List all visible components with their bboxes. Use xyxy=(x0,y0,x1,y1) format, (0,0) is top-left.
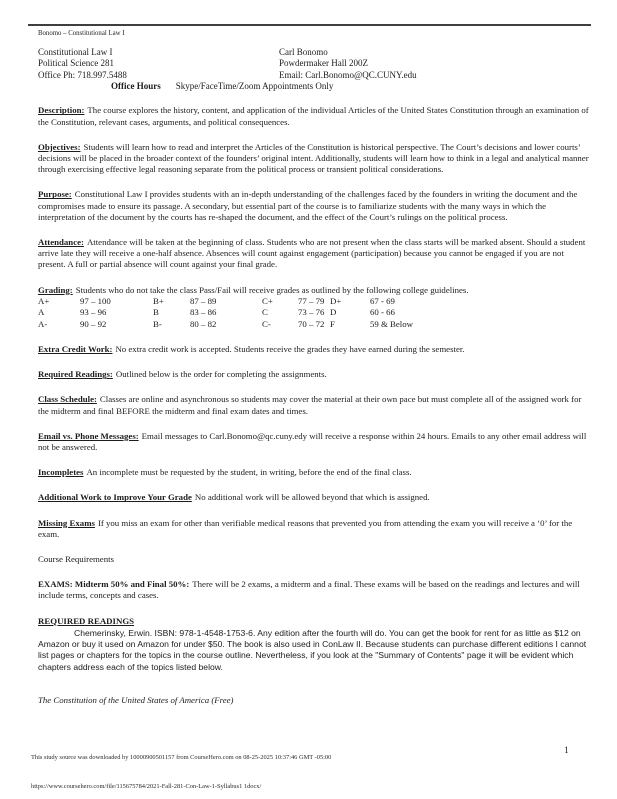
grading-row xyxy=(38,296,591,307)
section-text: No extra credit work is accepted. Students receive the grades they have earned during the semester. xyxy=(115,344,465,355)
section-text: An incomplete must be requested by the student, in writing, before the end of the final class. xyxy=(86,467,412,478)
coursehero-url: https://www.coursehero.com/file/115675784/2021-Fall-281-Con-Law-1-Syllabus1 1docx/ xyxy=(31,783,262,790)
header-row xyxy=(38,70,591,81)
section-email-vs-phone xyxy=(38,431,591,453)
section-label: Email vs. Phone Messages: xyxy=(38,430,139,441)
section-label: Extra Credit Work: xyxy=(38,344,113,355)
section-text: Classes are online and asynchronous so students may cover the material at their own pace but must complete all of the assigned work for the midterm and final BEFORE the midterm and final exam dates and times. xyxy=(38,394,582,416)
grade-range: 70 – 72 xyxy=(298,318,325,329)
header-row xyxy=(38,58,591,69)
section-objectives xyxy=(38,142,591,176)
section-text: Attendance will be taken at the beginning of class. Students who are not present when the class starts will be marked absent. Should a student arrive late they will receive a one-half absence. Absences will count against engagement (participation) because you cannot be engaged if you are not present. A full or partial absence will count against your final grade. xyxy=(38,237,586,270)
header-row xyxy=(38,47,591,58)
section-exams xyxy=(38,579,591,601)
grade-letter: A+ xyxy=(38,295,50,306)
section-text: If you miss an exam for other than verifiable medical reasons that prevented you from attending the exam you will receive a ‘0’ for the exam. xyxy=(38,517,573,539)
section-text: Students will learn how to read and interpret the Articles of the Constitution is historical perspective. The Court’s decisions and lower courts’ decisions will be placed in the broader context of the founders’ original intent. Additionally, students will learn how to think in a legal and analytical manner through exercising effective legal reasoning separate from the political process or transient political considerations. xyxy=(38,141,589,175)
page-content xyxy=(38,30,591,715)
section-text: There will be 2 exams, a midterm and a final. These exams will be based on the readings and lectures and will include terms, concepts and cases. xyxy=(38,579,580,601)
running-header: Bonomo – Constitutional Law I xyxy=(38,30,125,37)
grade-range: 90 – 92 xyxy=(80,318,107,329)
section-class-schedule xyxy=(38,394,591,416)
section-incompletes xyxy=(38,467,591,478)
section-text: Students who do not take the class Pass/Fail will receive grades as outlined by the following college guidelines. xyxy=(75,284,469,295)
office-hours-value: Skype/FaceTime/Zoom Appointments Only xyxy=(175,80,334,91)
section-grading xyxy=(38,285,591,296)
section-label: Class Schedule: xyxy=(38,394,97,405)
grade-range: 67 - 69 xyxy=(370,295,395,306)
required-readings-heading: REQUIRED READINGS xyxy=(38,615,135,626)
section-label: Objectives: xyxy=(38,141,81,152)
grade-letter: C xyxy=(262,307,268,318)
section-text: Outlined below is the order for completing the assignments. xyxy=(115,369,327,380)
grade-range: 60 - 66 xyxy=(370,307,395,318)
grade-range: 87 – 89 xyxy=(190,295,217,306)
grade-range: 80 – 82 xyxy=(190,318,217,329)
required-readings-body: Chemerinsky, Erwin. ISBN: 978-1-4548-1753-6. Any edition after the fourth will do. You can get the book for rent for as little as $12 on Amazon or buy it used on Amazon for under $50. The book is also used in ConLaw II. Because students can purchase different editions I cannot list pages or chapters for the topics in the course outline. Nevertheless, if you look at the "Summary of Contents" page it will be evident which chapters address each of the topics listed below. xyxy=(38,627,587,672)
section-course-requirements: Course Requirements xyxy=(38,554,114,565)
grade-letter: A- xyxy=(38,318,48,329)
grade-letter: C- xyxy=(262,318,271,329)
grade-letter: F xyxy=(330,318,335,329)
grade-range: 83 – 86 xyxy=(190,307,217,318)
section-label: Required Readings: xyxy=(38,369,113,380)
grading-scale-table xyxy=(38,296,591,330)
course-number: Political Science 281 xyxy=(38,58,114,69)
section-text: No additional work will be allowed beyond that which is assigned. xyxy=(194,492,430,503)
instructor-email: Email: Carl.Bonomo@QC.CUNY.edu xyxy=(279,69,417,80)
grade-letter: C+ xyxy=(262,295,273,306)
grade-range: 93 – 96 xyxy=(80,307,107,318)
course-title: Constitutional Law I xyxy=(38,47,113,57)
section-label: Missing Exams xyxy=(38,517,95,528)
course-header xyxy=(38,47,591,92)
office-phone: Office Ph: 718.997.5488 xyxy=(38,69,127,80)
constitution-reading-item: The Constitution of the United States of America (Free) xyxy=(38,694,234,705)
coursehero-download-notice: This study source was downloaded by 10000900501157 from CourseHero.com on 08-25-2025 10:37:46 GMT -05:00 xyxy=(31,754,332,761)
section-description xyxy=(38,105,591,127)
grade-range: 97 – 100 xyxy=(80,295,111,306)
section-label: Incompletes xyxy=(38,467,84,478)
section-label: Attendance: xyxy=(38,237,84,248)
section-extra-credit xyxy=(38,344,591,355)
grade-letter: D xyxy=(330,307,337,318)
grade-range: 77 – 79 xyxy=(298,295,325,306)
office-location: Powdermaker Hall 200Z xyxy=(279,58,368,69)
grade-letter: B xyxy=(153,307,159,318)
section-required-readings-inline xyxy=(38,369,591,380)
grade-range: 59 & Below xyxy=(370,318,414,329)
section-attendance xyxy=(38,237,591,271)
page-number: 1 xyxy=(564,746,569,756)
grade-letter: B- xyxy=(153,318,162,329)
section-additional-work xyxy=(38,492,591,503)
section-label: Purpose: xyxy=(38,189,72,200)
grading-row xyxy=(38,319,591,330)
section-text: Constitutional Law I provides students with an in-depth understanding of the challenges faced by the founders in writing the document and the compromises made to ensure its passage. A secondary, but essential part of the course is to familiarize students with the many ways in which the interpretation of the document by the courts has re-shaped the document, and the effect of the Court’s rulings on the political process. xyxy=(38,189,578,222)
section-label: Description: xyxy=(38,105,85,116)
grade-letter: D+ xyxy=(330,295,342,306)
instructor-name: Carl Bonomo xyxy=(279,47,328,57)
section-label: EXAMS: Midterm 50% and Final 50%: xyxy=(38,579,190,590)
section-text: Email messages to Carl.Bonomo@qc.cuny.edy will receive a response within 24 hours. Emails to any other email address will not be answered. xyxy=(38,430,587,453)
grading-row xyxy=(38,307,591,318)
office-hours-line xyxy=(38,81,591,93)
page-top-border xyxy=(28,24,591,26)
section-purpose xyxy=(38,189,591,223)
grade-letter: A xyxy=(38,307,45,318)
section-missing-exams xyxy=(38,518,591,540)
grade-range: 73 – 76 xyxy=(298,307,325,318)
section-text: The course explores the history, content, and application of the individual Articles of the United States Constitution through an examination of the Constitution, relevant cases, arguments, and political consequences. xyxy=(38,105,589,127)
grade-letter: B+ xyxy=(153,295,164,306)
section-label: Additional Work to Improve Your Grade xyxy=(38,492,192,503)
office-hours-label: Office Hours xyxy=(111,80,161,91)
section-label: Grading: xyxy=(38,284,73,295)
